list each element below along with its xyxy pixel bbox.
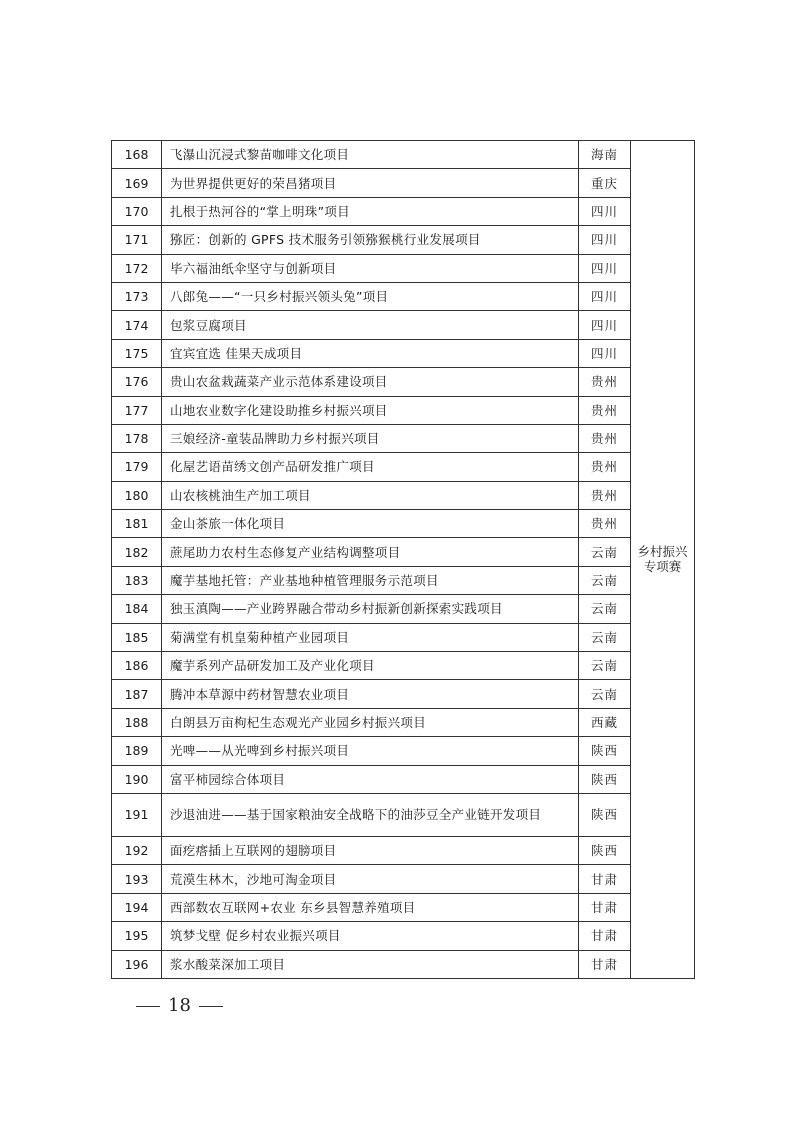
province: 陕西 [579,836,631,864]
province: 陕西 [579,765,631,793]
table-row [112,141,695,169]
row-number: 182 [112,538,162,566]
table-row [112,538,695,566]
project-name: 八郎兔——“一只乡村振兴领头兔”项目 [162,282,579,310]
project-name: 蔗尾助力农村生态修复产业结构调整项目 [162,538,579,566]
table-row [112,339,695,367]
table-row [112,197,695,225]
project-name: 山地农业数字化建设助推乡村振兴项目 [162,396,579,424]
row-number: 188 [112,708,162,736]
table-row [112,424,695,452]
province: 四川 [579,254,631,282]
table-row [112,950,695,978]
table-row [112,311,695,339]
province: 四川 [579,197,631,225]
province: 云南 [579,538,631,566]
table-row [112,836,695,864]
row-number: 195 [112,922,162,950]
table-row [112,566,695,594]
table-row [112,865,695,893]
table-row [112,708,695,736]
footer-dash-right [199,1006,223,1007]
province: 四川 [579,339,631,367]
table-row [112,226,695,254]
project-name: 富平柿园综合体项目 [162,765,579,793]
project-name: 为世界提供更好的荣昌猪项目 [162,169,579,197]
province: 贵州 [579,396,631,424]
category-cell: 乡村振兴专项赛 [631,141,695,979]
table-row [112,922,695,950]
project-name: 包浆豆腐项目 [162,311,579,339]
province: 四川 [579,311,631,339]
province: 陕西 [579,793,631,836]
row-number: 196 [112,950,162,978]
row-number: 170 [112,197,162,225]
province: 云南 [579,623,631,651]
project-name: 飞瀑山沉浸式黎苗咖啡文化项目 [162,141,579,169]
project-name: 三娘经济-童装品牌助力乡村振兴项目 [162,424,579,452]
province: 海南 [579,141,631,169]
table-row [112,453,695,481]
project-name: 沙退油进——基于国家粮油安全战略下的油莎豆全产业链开发项目 [162,793,579,836]
project-name: 猕匠：创新的 GPFS 技术服务引领猕猴桃行业发展项目 [162,226,579,254]
row-number: 181 [112,510,162,538]
province: 贵州 [579,453,631,481]
project-table-body [112,141,695,979]
row-number: 183 [112,566,162,594]
province: 贵州 [579,424,631,452]
project-name: 西部数农互联网+农业 东乡县智慧养殖项目 [162,893,579,921]
province: 云南 [579,652,631,680]
project-name: 贵山农盆栽蔬菜产业示范体系建设项目 [162,368,579,396]
project-name: 山农核桃油生产加工项目 [162,481,579,509]
row-number: 189 [112,737,162,765]
row-number: 168 [112,141,162,169]
row-number: 175 [112,339,162,367]
table-row [112,793,695,836]
province: 甘肃 [579,893,631,921]
project-name: 浆水酸菜深加工项目 [162,950,579,978]
table-row [112,396,695,424]
row-number: 179 [112,453,162,481]
province: 贵州 [579,368,631,396]
row-number: 169 [112,169,162,197]
table-row [112,765,695,793]
table-row [112,282,695,310]
province: 贵州 [579,481,631,509]
footer-dash-left [136,1006,160,1007]
table-row [112,481,695,509]
province: 甘肃 [579,922,631,950]
table-row [112,254,695,282]
row-number: 173 [112,282,162,310]
project-table [111,140,695,979]
table-row [112,623,695,651]
province: 陕西 [579,737,631,765]
table-row [112,893,695,921]
project-name: 独玉滇陶——产业跨界融合带动乡村振新创新探索实践项目 [162,595,579,623]
row-number: 185 [112,623,162,651]
project-name: 魔芋基地托管：产业基地种植管理服务示范项目 [162,566,579,594]
project-name: 魔芋系列产品研发加工及产业化项目 [162,652,579,680]
project-name: 光啤——从光啤到乡村振兴项目 [162,737,579,765]
province: 云南 [579,680,631,708]
row-number: 190 [112,765,162,793]
row-number: 171 [112,226,162,254]
row-number: 180 [112,481,162,509]
page-number: 18 [168,995,191,1016]
project-name: 筑梦戈壁 促乡村农业振兴项目 [162,922,579,950]
province: 云南 [579,566,631,594]
province: 云南 [579,595,631,623]
row-number: 172 [112,254,162,282]
row-number: 191 [112,793,162,836]
province: 西藏 [579,708,631,736]
table-row [112,368,695,396]
project-name: 菊满堂有机皇菊种植产业园项目 [162,623,579,651]
row-number: 186 [112,652,162,680]
province: 甘肃 [579,865,631,893]
project-name: 荒漠生林木，沙地可淘金项目 [162,865,579,893]
table-row [112,169,695,197]
row-number: 178 [112,424,162,452]
project-name: 腾冲本草源中药材智慧农业项目 [162,680,579,708]
table-row [112,680,695,708]
table-row [112,510,695,538]
table-row [112,737,695,765]
row-number: 194 [112,893,162,921]
row-number: 174 [112,311,162,339]
table-row [112,652,695,680]
project-name: 金山茶旅一体化项目 [162,510,579,538]
province: 四川 [579,282,631,310]
province: 四川 [579,226,631,254]
project-name: 扎根于热河谷的“掌上明珠”项目 [162,197,579,225]
page-footer [128,995,231,1016]
project-name: 毕六福油纸伞坚守与创新项目 [162,254,579,282]
row-number: 177 [112,396,162,424]
row-number: 192 [112,836,162,864]
project-name: 面疙瘩插上互联网的翅膀项目 [162,836,579,864]
row-number: 193 [112,865,162,893]
table-row [112,595,695,623]
province: 重庆 [579,169,631,197]
province: 甘肃 [579,950,631,978]
project-name: 白朗县万亩枸杞生态观光产业园乡村振兴项目 [162,708,579,736]
row-number: 187 [112,680,162,708]
project-name: 宜宾宜选 佳果天成项目 [162,339,579,367]
row-number: 176 [112,368,162,396]
project-name: 化屋艺语苗绣文创产品研发推广项目 [162,453,579,481]
row-number: 184 [112,595,162,623]
province: 贵州 [579,510,631,538]
